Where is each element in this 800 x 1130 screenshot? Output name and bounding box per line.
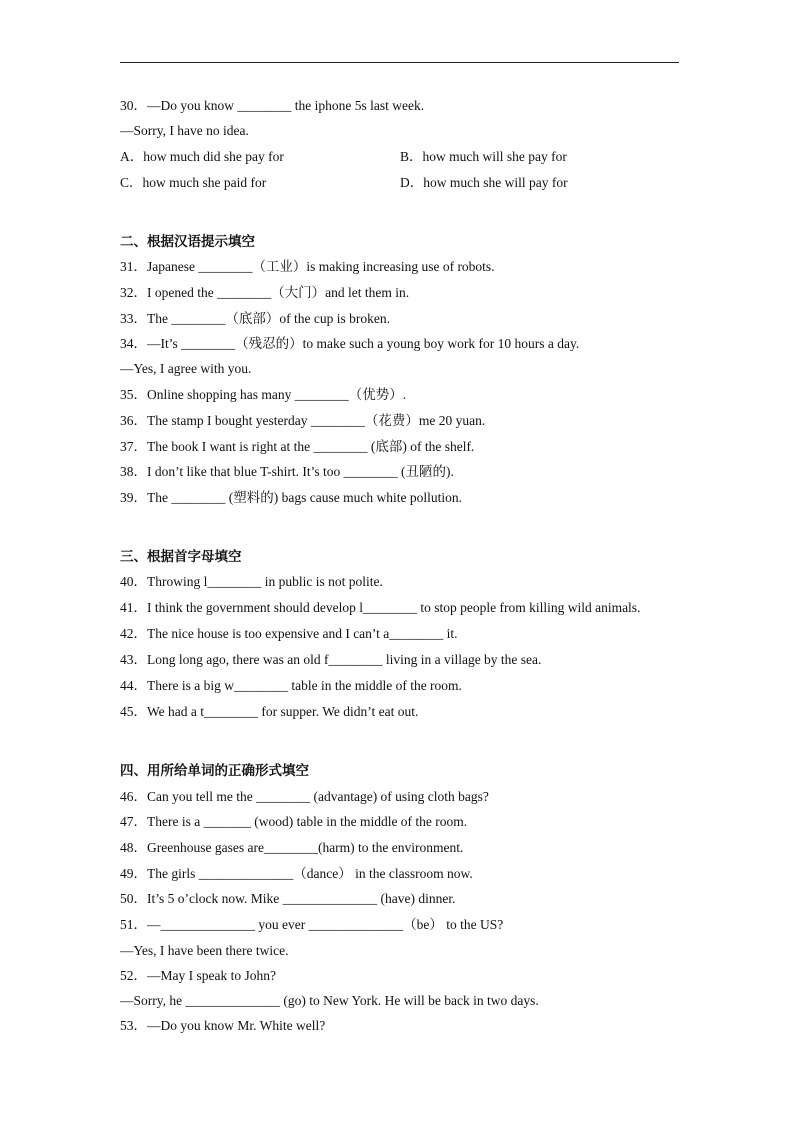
question-46: 46．Can you tell me the ________ (advantage) of using cloth bags? (120, 789, 489, 804)
question-50: 50．It’s 5 o’clock now. Mike ______________ (have) dinner. (120, 891, 456, 906)
question-53: 53．—Do you know Mr. White well? (120, 1018, 326, 1033)
question-30-stem: 30．—Do you know ________ the iphone 5s last week. (120, 98, 425, 113)
option-b: B．how much will she pay for (400, 149, 567, 164)
question-32: 32．I opened the ________（大门）and let them in. (120, 285, 410, 300)
question-44: 44．There is a big w________ table in the middle of the room. (120, 678, 462, 693)
option-a: A．how much did she pay for (120, 149, 284, 164)
question-45: 45．We had a t________ for supper. We didn’t eat out. (120, 704, 419, 719)
question-39: 39．The ________ (塑料的) bags cause much white pollution. (120, 490, 462, 505)
question-38: 38．I don’t like that blue T-shirt. It’s too ________ (丑陋的). (120, 464, 454, 479)
question-52-reply: —Sorry, he ______________ (go) to New York. He will be back in two days. (120, 993, 539, 1008)
section-4-title: 四、用所给单词的正确形式填空 (120, 763, 309, 779)
option-c: C．how much she paid for (120, 175, 267, 190)
option-d: D．how much she will pay for (400, 175, 568, 190)
question-33: 33．The ________（底部）of the cup is broken. (120, 311, 390, 326)
question-51-reply: —Yes, I have been there twice. (120, 943, 289, 958)
question-40: 40．Throwing l________ in public is not polite. (120, 574, 383, 589)
section-2-title: 二、根据汉语提示填空 (120, 234, 255, 250)
question-34: 34．—It’s ________（残忍的）to make such a young boy work for 10 hours a day. (120, 336, 580, 351)
question-51: 51．—______________ you ever ______________（be） to the US? (120, 917, 504, 932)
question-52: 52．—May I speak to John? (120, 968, 276, 983)
question-49: 49．The girls ______________（dance） in the classroom now. (120, 866, 473, 881)
question-37: 37．The book I want is right at the ________ (底部) of the shelf. (120, 439, 475, 454)
question-41: 41．I think the government should develop l________ to stop people from killing wild animals. (120, 600, 641, 615)
question-48: 48．Greenhouse gases are________(harm) to the environment. (120, 840, 464, 855)
question-36: 36．The stamp I bought yesterday ________（花费）me 20 yuan. (120, 413, 486, 428)
question-42: 42．The nice house is too expensive and I can’t a________ it. (120, 626, 458, 641)
question-30-reply: —Sorry, I have no idea. (120, 123, 249, 138)
question-35: 35．Online shopping has many ________（优势）. (120, 387, 407, 402)
question-34-reply: —Yes, I agree with you. (120, 361, 252, 376)
header-rule (120, 62, 679, 63)
question-43: 43．Long long ago, there was an old f________ living in a village by the sea. (120, 652, 542, 667)
section-3-title: 三、根据首字母填空 (120, 549, 242, 565)
question-47: 47．There is a _______ (wood) table in the middle of the room. (120, 814, 468, 829)
question-31: 31．Japanese ________（工业）is making increasing use of robots. (120, 259, 495, 274)
